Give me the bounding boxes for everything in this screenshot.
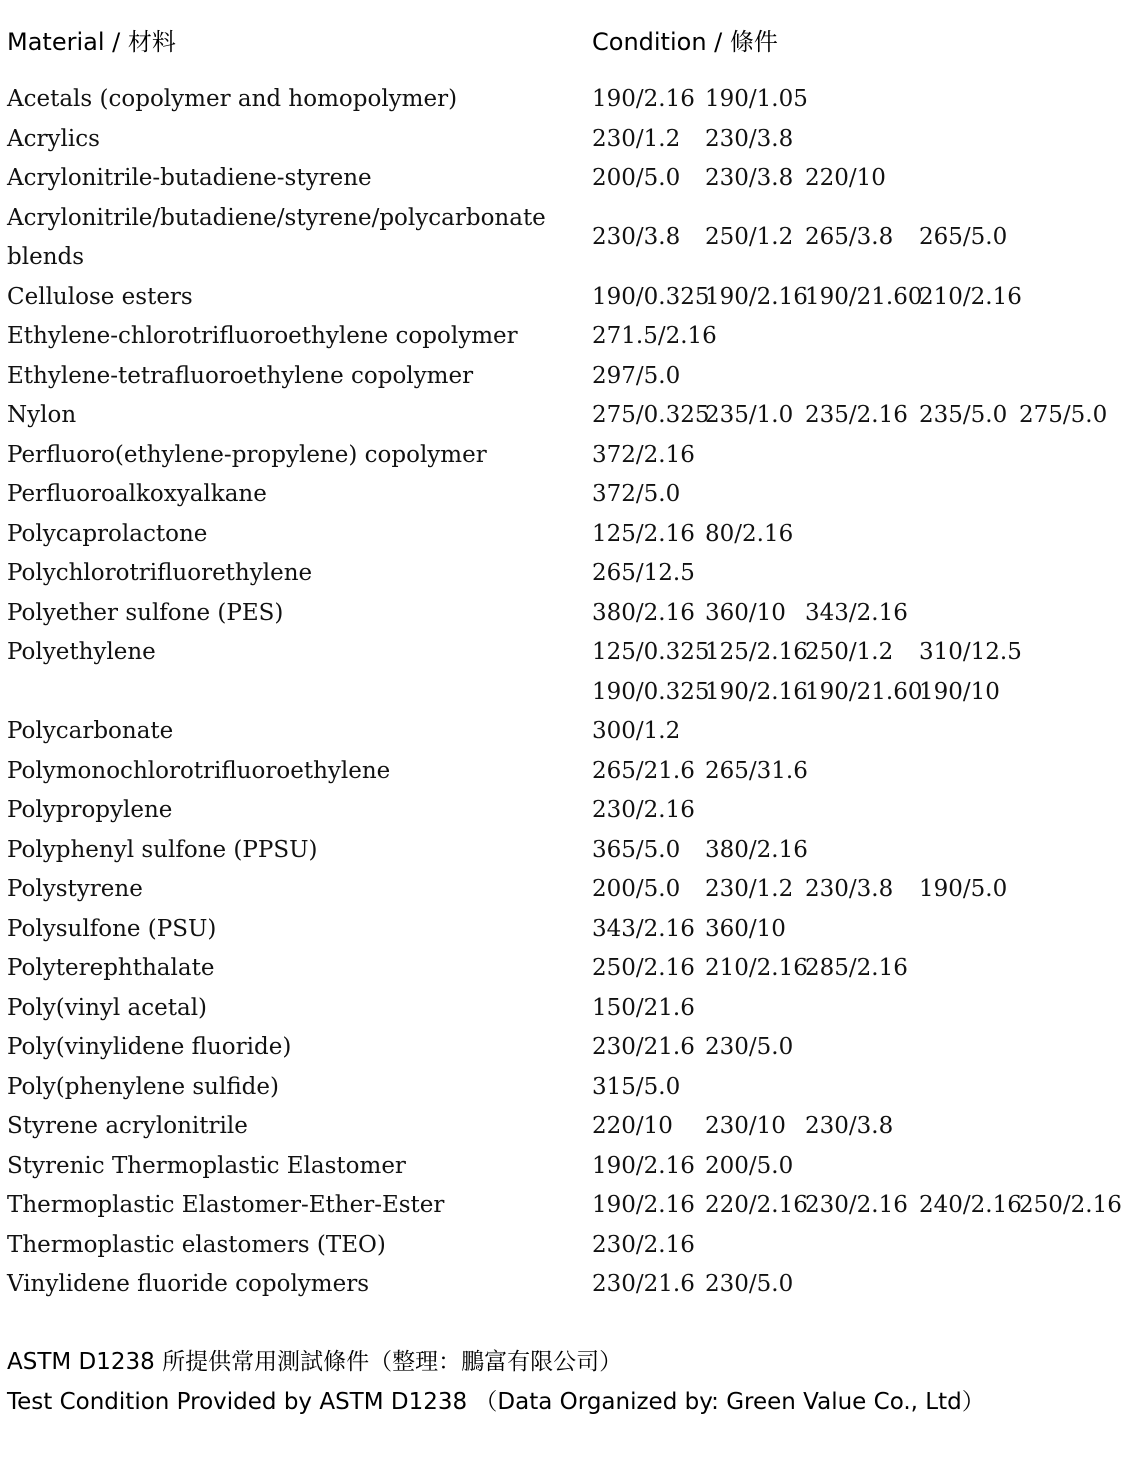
condition-value: 190/2.16 (592, 86, 695, 112)
material-name: Polystyrene (7, 876, 143, 902)
table-row (0, 554, 1147, 594)
material-name: Polyphenyl sulfone (PPSU) (7, 836, 318, 863)
table-row (0, 80, 1147, 120)
table-row (0, 475, 1147, 515)
condition-value: 200/5.0 (592, 165, 681, 191)
material-name: Polysulfone (PSU) (7, 915, 217, 942)
condition-value: 250/1.2 (705, 224, 794, 251)
table-row (0, 989, 1147, 1029)
material-cell (7, 989, 567, 1029)
table-row (0, 712, 1147, 752)
condition-value: 190/2.16 (705, 678, 808, 705)
condition-value: 230/21.6 (592, 1271, 695, 1297)
material-name: Poly(phenylene sulfide) (7, 1073, 279, 1100)
condition-value: 265/31.6 (705, 757, 808, 784)
material-cell (7, 357, 567, 397)
condition-value: 372/5.0 (592, 481, 681, 507)
condition-value: 271.5/2.16 (592, 323, 717, 349)
table-row (0, 1107, 1147, 1147)
condition-value: 315/5.0 (592, 1073, 681, 1100)
condition-value: 230/3.8 (705, 165, 794, 191)
condition-value: 365/5.0 (592, 836, 681, 863)
material-cell (7, 712, 567, 752)
material-name: Polycaprolactone (7, 520, 208, 547)
condition-value: 230/2.16 (592, 797, 695, 823)
material-cell (7, 1028, 567, 1068)
table-row (0, 1028, 1147, 1068)
condition-value: 285/2.16 (805, 955, 908, 981)
table-row (0, 1265, 1147, 1305)
material-cell (7, 910, 567, 950)
material-name: Polychlorotrifluorethylene (7, 560, 313, 586)
material-cell (7, 1107, 567, 1147)
material-name: Cellulose esters (7, 283, 193, 310)
material-name: Nylon (7, 402, 77, 428)
condition-value: 250/2.16 (1019, 1192, 1122, 1218)
condition-value: 275/0.325 (592, 402, 710, 428)
condition-value: 190/21.60 (805, 283, 923, 310)
material-cell (7, 396, 567, 436)
condition-value: 265/21.6 (592, 757, 695, 784)
condition-value: 230/3.8 (805, 1113, 894, 1139)
material-name: Polymonochlorotrifluoroethylene (7, 757, 391, 784)
material-name: Ethylene-chlorotrifluoroethylene copolymer (7, 323, 518, 349)
condition-value: 265/12.5 (592, 560, 695, 586)
condition-value: 235/1.0 (705, 402, 794, 428)
condition-value: 125/2.16 (592, 520, 695, 547)
condition-value: 190/0.325 (592, 678, 710, 705)
table-row (0, 752, 1147, 792)
material-cell (7, 1068, 567, 1108)
condition-value: 190/10 (919, 678, 1000, 705)
condition-value: 230/3.8 (705, 125, 794, 152)
condition-value: 220/10 (805, 165, 886, 191)
material-cell (7, 120, 567, 160)
table-row (0, 357, 1147, 397)
material-cell (7, 594, 567, 634)
condition-value: 265/3.8 (805, 224, 894, 251)
material-name: Poly(vinylidene fluoride) (7, 1034, 292, 1060)
table-row (0, 791, 1147, 831)
condition-value: 265/5.0 (919, 224, 1008, 251)
material-cell (7, 1147, 567, 1187)
table-row (0, 1068, 1147, 1108)
condition-value: 230/1.2 (705, 876, 794, 902)
table-row (0, 317, 1147, 357)
table-row (0, 673, 1147, 713)
table-row (0, 594, 1147, 634)
table-row (0, 120, 1147, 160)
material-cell (7, 791, 567, 831)
condition-value: 190/21.60 (805, 678, 923, 705)
condition-value: 240/2.16 (919, 1192, 1022, 1218)
condition-value: 230/3.8 (805, 876, 894, 902)
condition-value: 230/5.0 (705, 1271, 794, 1297)
material-name: blends (7, 244, 85, 270)
condition-value: 343/2.16 (805, 599, 908, 626)
condition-value: 80/2.16 (705, 520, 794, 547)
material-name: Vinylidene fluoride copolymers (7, 1271, 370, 1297)
footer-line-english: Test Condition Provided by ASTM D1238 （Data Organized by: Green Value Co., Ltd） (7, 1389, 985, 1415)
material-cell (7, 1265, 567, 1305)
table-row (0, 1186, 1147, 1226)
condition-value: 230/5.0 (705, 1034, 794, 1060)
condition-value: 220/2.16 (705, 1192, 808, 1218)
material-name: Perfluoro(ethylene-propylene) copolymer (7, 441, 487, 468)
material-name: Thermoplastic Elastomer-Ether-Ester (7, 1192, 445, 1218)
material-name: Perfluoroalkoxyalkane (7, 481, 267, 507)
condition-value: 372/2.16 (592, 441, 695, 468)
condition-value: 380/2.16 (705, 836, 808, 863)
condition-value: 310/12.5 (919, 639, 1022, 665)
condition-value: 200/5.0 (592, 876, 681, 902)
condition-value: 300/1.2 (592, 718, 681, 744)
condition-value: 230/21.6 (592, 1034, 695, 1060)
condition-value: 190/2.16 (705, 283, 808, 310)
material-name: Acetals (copolymer and homopolymer) (7, 86, 458, 112)
condition-value: 230/2.16 (592, 1231, 695, 1258)
condition-value: 190/1.05 (705, 86, 808, 112)
table-row (0, 1226, 1147, 1266)
material-name: Thermoplastic elastomers (TEO) (7, 1231, 386, 1258)
condition-value: 230/10 (705, 1113, 786, 1139)
material-name: Acrylics (7, 125, 100, 152)
table-row (0, 870, 1147, 910)
condition-value: 360/10 (705, 915, 786, 942)
condition-value: 235/2.16 (805, 402, 908, 428)
condition-value: 190/2.16 (592, 1192, 695, 1218)
table-row (0, 515, 1147, 555)
condition-value: 125/0.325 (592, 639, 710, 665)
material-condition-table (0, 80, 1147, 1305)
table-row (0, 396, 1147, 436)
condition-value: 230/1.2 (592, 125, 681, 152)
condition-value: 275/5.0 (1019, 402, 1108, 428)
material-column-header: Material / 材料 (7, 28, 176, 56)
material-cell (7, 554, 567, 594)
condition-value: 297/5.0 (592, 362, 681, 389)
material-name: Polypropylene (7, 797, 173, 823)
condition-value: 190/2.16 (592, 1152, 695, 1179)
material-cell (7, 831, 567, 871)
condition-value: 210/2.16 (919, 283, 1022, 310)
material-cell (7, 475, 567, 515)
footer-note (7, 1342, 985, 1422)
condition-value: 230/3.8 (592, 224, 681, 251)
table-row (0, 910, 1147, 950)
material-name: Polyether sulfone (PES) (7, 599, 284, 626)
material-cell (7, 1226, 567, 1266)
table-row (0, 949, 1147, 989)
table-row (0, 633, 1147, 673)
condition-value: 210/2.16 (705, 955, 808, 981)
material-cell (7, 278, 567, 318)
material-name: Acrylonitrile/butadiene/styrene/polycarbonate (7, 204, 546, 231)
material-name: Styrene acrylonitrile (7, 1113, 248, 1139)
condition-value: 230/2.16 (805, 1192, 908, 1218)
condition-value: 360/10 (705, 599, 786, 626)
condition-value: 235/5.0 (919, 402, 1008, 428)
footer-line-chinese: ASTM D1238 所提供常用測試條件（整理：鵬富有限公司） (7, 1349, 623, 1375)
table-row (0, 199, 1147, 278)
condition-value: 380/2.16 (592, 599, 695, 626)
material-cell (7, 949, 567, 989)
material-cell (7, 1186, 567, 1226)
material-name: Polyterephthalate (7, 955, 215, 981)
material-cell (7, 159, 567, 199)
condition-value: 190/5.0 (919, 876, 1008, 902)
material-cell (7, 317, 567, 357)
table-row (0, 159, 1147, 199)
condition-value: 250/2.16 (592, 955, 695, 981)
material-name: Ethylene-tetrafluoroethylene copolymer (7, 362, 474, 389)
material-name: Polyethylene (7, 639, 156, 665)
condition-value: 125/2.16 (705, 639, 808, 665)
table-row (0, 1147, 1147, 1187)
material-cell (7, 515, 567, 555)
material-cell (7, 80, 567, 120)
material-name: Acrylonitrile-butadiene-styrene (7, 165, 372, 191)
condition-value: 200/5.0 (705, 1152, 794, 1179)
table-row (0, 831, 1147, 871)
condition-value: 343/2.16 (592, 915, 695, 942)
table-row (0, 436, 1147, 476)
material-cell (7, 752, 567, 792)
condition-value: 190/0.325 (592, 283, 710, 310)
material-cell (7, 870, 567, 910)
material-name: Styrenic Thermoplastic Elastomer (7, 1152, 406, 1179)
table-header (0, 24, 1147, 60)
material-cell (7, 436, 567, 476)
condition-value: 250/1.2 (805, 639, 894, 665)
material-cell (7, 199, 567, 278)
material-name: Poly(vinyl acetal) (7, 994, 208, 1021)
table-row (0, 278, 1147, 318)
condition-value: 150/21.6 (592, 994, 695, 1021)
material-name: Polycarbonate (7, 718, 174, 744)
condition-value: 220/10 (592, 1113, 673, 1139)
material-cell (7, 633, 567, 673)
condition-column-header: Condition / 條件 (592, 28, 778, 56)
